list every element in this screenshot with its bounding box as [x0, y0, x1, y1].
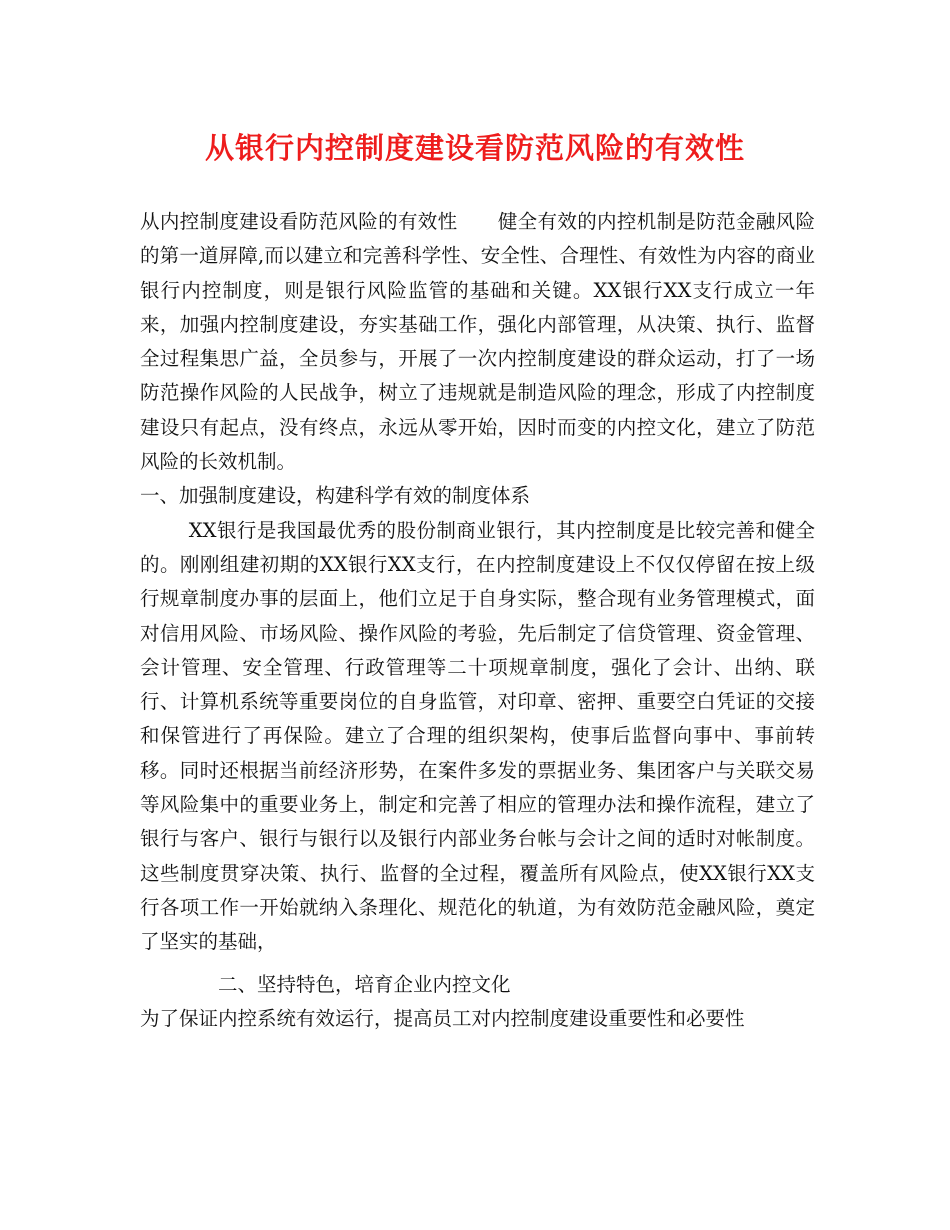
intro-lead: 从内控制度建设看防范风险的有效性: [140, 210, 458, 233]
document-body: [140, 205, 815, 1036]
section-heading-2: 二、坚持特色，培育企业内控文化: [218, 972, 511, 996]
section-paragraph-1: XX银行是我国最优秀的股份制商业银行，其内控制度是比较完善和健全的。刚刚组建初期的XX银行XX支行，在内控制度建设上不仅仅停留在按上级行规章制度办事的层面上，他们立足于自身实际，整合现有业务管理模式，面对信用风险、市场风险、操作风险的考验，先后制定了信贷管理、资金管理、会计管理、安全管理、行政管理等二十项规章制度，强化了会计、出纳、联行、计算机系统等重要岗位的自身监管，对印章、密押、重要空白凭证的交接和保管进行了再保险。建立了合理的组织架构，使事后监督向事中、事前转移。同时还根据当前经济形势，在案件多发的票据业务、集团客户与关联交易等风险集中的重要业务上，制定和完善了相应的管理办法和操作流程，建立了银行与客户、银行与银行以及银行内部业务台帐与会计之间的适时对帐制度。这些制度贯穿决策、执行、监督的全过程，覆盖所有风险点，使XX银行XX支行各项工作一开始就纳入条理化、规范化的轨道，为有效防范金融风险，奠定了坚实的基础，: [140, 518, 815, 954]
intro-paragraph: [140, 205, 815, 479]
document-title: 从银行内控制度建设看防范风险的有效性: [204, 131, 745, 165]
intro-rest: 健全有效的内控机制是防范金融风险的第一道屏障,而以建立和完善科学性、安全性、合理性、有效性为内容的商业银行内控制度，则是银行风险监管的基础和关键。XX银行XX支行成立一年来，加强内控制度建设，夯实基础工作，强化内部管理，从决策、执行、监督全过程集思广益，全员参与，开展了一次内控制度建设的群众运动，打了一场防范操作风险的人民战争，树立了违规就是制造风险的理念，形成了内控制度建设只有起点，没有终点，永远从零开始，因时而变的内控文化，建立了防范风险的长效机制。: [140, 210, 815, 474]
section-heading-1: 一、加强制度建设，构建科学有效的制度体系: [140, 484, 531, 508]
section-paragraph-2: 为了保证内控系统有效运行，提高员工对内控制度建设重要性和必要性: [140, 1006, 745, 1030]
